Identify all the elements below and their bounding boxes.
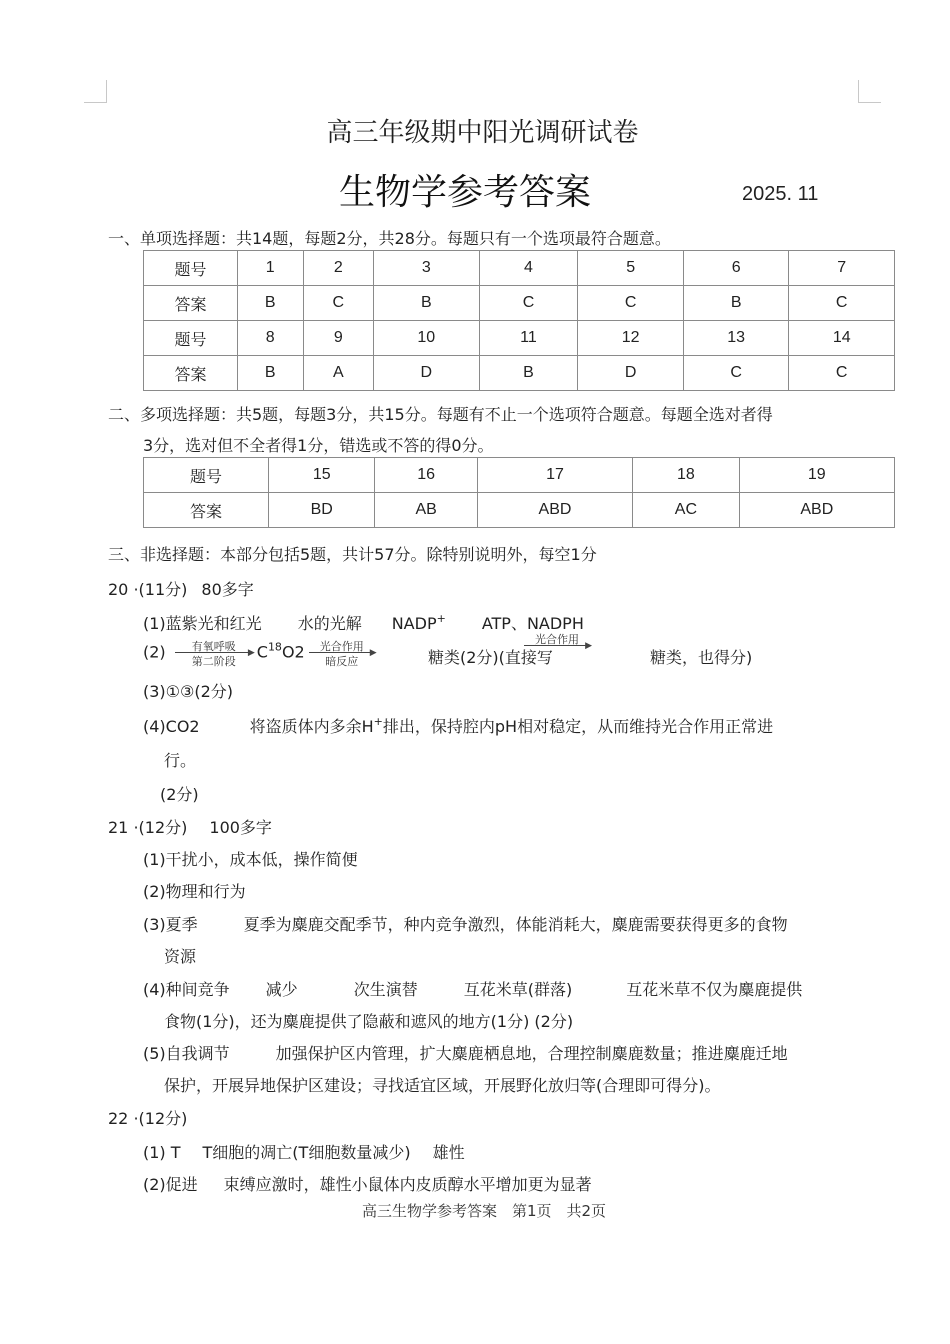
reaction-arrow-dark-reaction [307,638,377,668]
q22-part1-answer-b: T细胞的凋亡(T细胞数量减少) [202,1143,411,1162]
table-cell: BD [269,493,375,528]
table-cell: B [374,286,480,321]
q21-part4-continuation: 食物(1分)，还为麋鹿提供了隐蔽和遮风的地方(1分) (2分) [164,1012,574,1031]
arrow-label-above: 光合作用 [319,640,364,653]
arrow-label-below: 暗反应 [325,655,359,668]
table-cell: B [238,286,304,321]
table-cell: C [683,356,789,391]
q20-part1 [143,611,584,634]
table-cell: D [374,356,480,391]
q21-part4-answer-c: 次生演替 [353,980,418,999]
q20-title: 20 ·(11分) [108,580,188,599]
q21-part4-answer-a: (4)种间竞争 [143,980,230,999]
q21-part2: (2)物理和行为 [143,882,246,901]
superscript-plus: + [436,612,446,625]
row-label: 题号 [144,321,238,356]
table-row [144,321,895,356]
table-cell: 2 [303,251,374,286]
table-cell: 12 [578,321,684,356]
table-cell: A [303,356,374,391]
table-cell: 15 [269,458,375,493]
q20-part4 [143,714,773,737]
q22-part1-answer-a: (1) T [143,1143,181,1162]
q22-part2-answer-b: 束缚应激时，雄性小鼠体内皮质醇水平增加更为显著 [223,1175,592,1194]
arrow-label-below: 第二阶段 [191,655,236,668]
table-cell: 7 [789,251,895,286]
q20-part2-num: (2) [143,642,166,662]
superscript-plus: + [373,715,383,728]
exam-title: 高三年级期中阳光调研试卷 [326,118,639,148]
table-cell: 3 [374,251,480,286]
table-cell: D [578,356,684,391]
table-cell: C [303,286,374,321]
q21-part4-answer-e: 互花米草不仅为麋鹿提供 [626,980,803,999]
isotope-superscript: 18 [267,640,282,654]
q22-part1 [143,1140,465,1163]
q21-part3-answer-a: (3)夏季 [143,915,198,934]
q20-part4-text: 将盗质体内多余H [249,717,374,736]
row-label: 答案 [144,356,238,391]
table-cell: C [578,286,684,321]
q22-part1-answer-c: 雄性 [432,1143,465,1162]
table-cell: C [789,286,895,321]
q21-part3 [143,912,788,935]
section2-heading-line2: 3分，选对但不全者得1分，错选或不答的得0分。 [143,436,494,455]
table-cell: C [479,286,578,321]
table-cell: B [238,356,304,391]
table-row [144,458,895,493]
table-cell: 9 [303,321,374,356]
q21-part5-answer-a: (5)自我调节 [143,1044,230,1063]
q21-part5-answer-b: 加强保护区内管理，扩大麋鹿栖息地，合理控制麋鹿数量；推进麋鹿迁地 [275,1044,788,1063]
table-cell: ABD [739,493,894,528]
table-cell: 11 [479,321,578,356]
q20-part4-num: (4)CO2 [143,717,200,736]
q21-part4-answer-b: 减少 [265,980,298,999]
document-title: 生物学参考答案 [338,172,591,213]
row-label: 题号 [144,458,269,493]
q20-part4-score: (2分) [160,785,199,804]
q22-title: 22 ·(12分) [108,1109,188,1128]
arrow-label-above: 光合作用 [535,633,579,646]
q22-part2 [143,1172,592,1195]
q21-part3-continuation: 资源 [164,947,197,966]
q20-part3: (3)①③(2分) [143,682,234,701]
q20-note: 80多字 [201,580,254,599]
reaction-arrow-photosynthesis [522,631,592,661]
table-cell: 13 [683,321,789,356]
q20-part2 [143,638,379,668]
nadp-text: NADP [391,614,437,633]
table-row [144,286,895,321]
arrow-head-icon: ▶ [369,648,377,658]
table-row [144,493,895,528]
q21-part5-continuation: 保护，开展异地保护区建设；寻找适宜区域，开展野化放归等(合理即可得分)。 [164,1076,721,1095]
table-cell: 6 [683,251,789,286]
q20-part4-continuation: 行。 [164,751,197,770]
document-date: 2025. 11 [742,183,819,205]
single-choice-answer-table [143,250,895,391]
q20-part1-answer-d: ATP、NADPH [481,614,584,633]
table-cell: 18 [633,458,739,493]
q21-title: 21 ·(12分) [108,818,188,837]
q20-part1-num: (1) [143,614,166,633]
row-label: 题号 [144,251,238,286]
q21-part4 [143,977,802,1000]
q20-header [108,577,254,600]
table-cell: 14 [789,321,895,356]
table-cell: 17 [477,458,632,493]
q20-part1-answer-c [392,614,446,633]
section3-heading: 三、非选择题：本部分包括5题，共计57分。除特别说明外，每空1分 [108,545,597,564]
table-cell: 5 [578,251,684,286]
oxygen-symbol: O2 [281,642,305,662]
page-footer: 高三生物学参考答案 第1页 共2页 [361,1202,607,1218]
reaction-arrow-respiration [173,638,255,668]
table-cell: ABD [477,493,632,528]
q20-part1-answer-b: 水的光解 [297,614,362,633]
table-row [144,251,895,286]
arrow-label-above: 有氧呼吸 [191,640,236,653]
q21-note: 100多字 [209,818,272,837]
q21-part4-answer-d: 互花米草(群落) [463,980,573,999]
q22-part2-answer-a: (2)促进 [143,1175,198,1194]
table-cell: B [479,356,578,391]
table-cell: 1 [238,251,304,286]
table-cell: 19 [739,458,894,493]
carbon-symbol: C [256,642,268,662]
q20-part4-text-cont: 排出，保持腔内pH相对稳定，从而维持光合作用正常进 [382,717,774,736]
section1-heading: 一、单项选择题：共14题，每题2分，共28分。每题只有一个选项最符合题意。 [108,229,671,248]
q21-part5 [143,1041,788,1064]
arrow-line [524,645,588,646]
table-cell: 10 [374,321,480,356]
multi-choice-answer-table [143,457,895,528]
table-cell: C [789,356,895,391]
table-cell: B [683,286,789,321]
crop-mark-top-right [858,80,881,103]
q20-part2-result: 糖类(2分)(直接写 [428,648,553,667]
table-cell: 16 [375,458,477,493]
row-label: 答案 [144,493,269,528]
table-cell: AC [633,493,739,528]
q20-part1-answer-a: 蓝紫光和红光 [165,614,262,633]
q21-part3-answer-b: 夏季为麋鹿交配季节，种内竞争激烈，体能消耗大，麋鹿需要获得更多的食物 [243,915,788,934]
crop-mark-top-left [84,80,107,103]
section2-heading-line1: 二、多项选择题：共5题，每题3分，共15分。每题有不止一个选项符合题意。每题全选对者得 [108,405,773,424]
table-row [144,356,895,391]
table-cell: 4 [479,251,578,286]
arrow-head-icon: ▶ [247,648,255,658]
q21-part1: (1)干扰小，成本低，操作简便 [143,850,358,869]
table-cell: 8 [238,321,304,356]
arrow-head-icon: ▶ [585,641,592,651]
row-label: 答案 [144,286,238,321]
q21-header [108,815,272,838]
q20-part2-tail: 糖类，也得分) [650,648,753,667]
table-cell: AB [375,493,477,528]
